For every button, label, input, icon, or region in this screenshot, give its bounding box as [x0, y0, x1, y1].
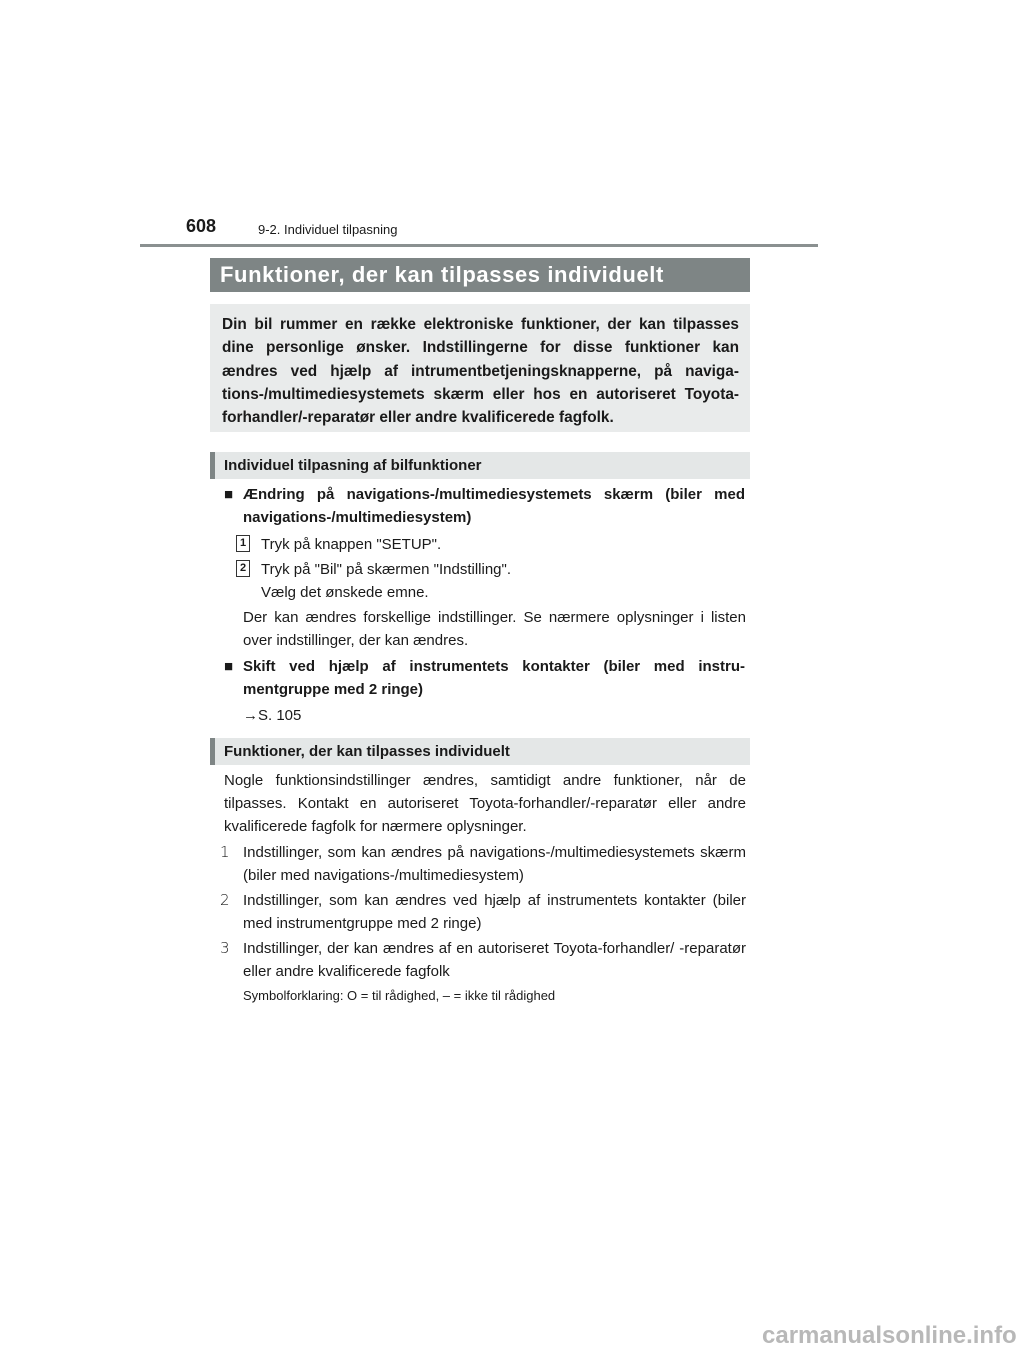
bullet-marker: ■	[224, 486, 234, 503]
numbered-item	[220, 889, 746, 935]
step-note	[236, 581, 746, 604]
numbered-item	[220, 841, 746, 887]
watermark: carmanualsonline.info	[762, 1322, 1017, 1349]
item-text: Indstillinger, der kan ændres af en autoriseret Toyota-forhandler/ -reparatør eller andre kvalificerede fagfolk	[243, 940, 746, 980]
subsection-heading-funktioner: Funktioner, der kan tilpasses individuelt	[210, 738, 750, 765]
item-number: 2	[220, 891, 230, 909]
step-number-box: 2	[236, 560, 250, 577]
item-number: 1	[220, 843, 230, 861]
intro-box	[210, 304, 750, 432]
step-item	[236, 533, 746, 556]
step-number-box: 1	[236, 535, 250, 552]
header-divider	[140, 244, 818, 247]
intro-text: Din bil rummer en række elektroniske funktioner, der kan tilpasses dine personlige ønsker. Indstillingerne for disse funktioner kan ændres ved hjælp af intrumentbetjeningsknapperne, på naviga-tions-/multimediesystemets skærm eller hos en autoriseret Toyota-forhandler/-reparatør eller andre kvalificerede fagfolk.	[222, 316, 739, 427]
functions-paragraph: Nogle funktionsindstillinger ændres, samtidigt andre funktioner, når de tilpasses. Kontakt en autoriseret Toyota-forhandler/-reparatør eller andre kvalificerede fagfolk for nærmere oplysninger.	[224, 772, 746, 835]
bullet-note: Der kan ændres forskellige indstillinger. Se nærmere oplysninger i listen over indstillinger, der kan ændres.	[243, 609, 746, 649]
step-note-text: Vælg det ønskede emne.	[261, 584, 429, 601]
bullet-heading-instrument	[224, 655, 745, 701]
step-item	[236, 558, 746, 581]
subsection-heading-bilfunktioner: Individuel tilpasning af bilfunktioner	[210, 452, 750, 479]
bullet-heading-text: Skift ved hjælp af instrumentets kontakter (biler med instru-mentgruppe med 2 ringe)	[243, 658, 745, 698]
bullet-heading-text: Ændring på navigations-/multimediesystemets skærm (biler med navigations-/multimediesystem)	[243, 486, 745, 526]
section-title: 9-2. Individuel tilpasning	[258, 222, 398, 237]
page-number: 608	[186, 216, 217, 236]
item-number: 3	[220, 939, 230, 957]
item-text: Indstillinger, som kan ændres ved hjælp af instrumentets kontakter (biler med instrumentgruppe med 2 ringe)	[243, 892, 746, 932]
bullet-heading-display	[224, 483, 745, 529]
page-reference: →S. 105	[243, 707, 302, 724]
numbered-item	[220, 937, 746, 983]
item-text: Indstillinger, som kan ændres på navigations-/multimediesystemets skærm (biler med navigations-/multimediesystem)	[243, 844, 746, 884]
step-text: Tryk på "Bil" på skærmen "Indstilling".	[261, 561, 511, 578]
step-text: Tryk på knappen "SETUP".	[261, 536, 442, 553]
page-title: Funktioner, der kan tilpasses individuelt	[210, 258, 750, 292]
bullet-marker: ■	[224, 658, 234, 675]
symbol-legend: Symbolforklaring: O = til rådighed, – = ikke til rådighed	[243, 988, 556, 1003]
